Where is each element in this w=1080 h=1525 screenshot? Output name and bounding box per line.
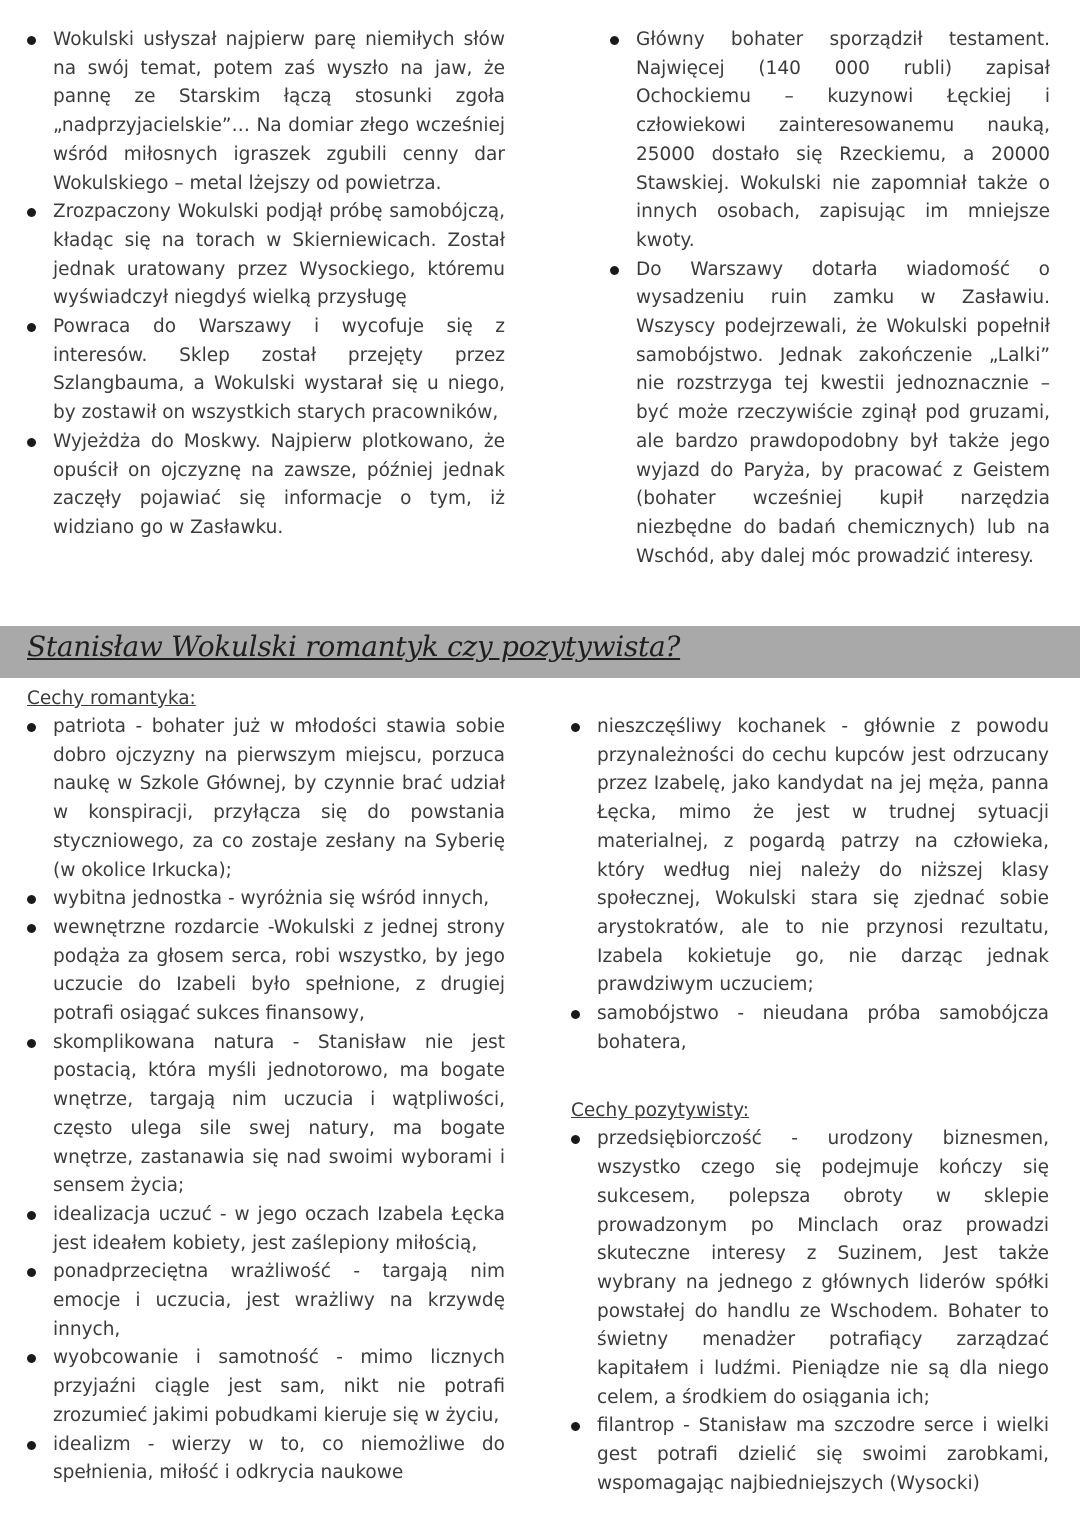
list-item: skomplikowana natura - Stanisław nie jest postacią, która myśli jednotorowo, ma bogate wnętrze, targają nim uczucia i wątpliwości, często ulega sile swej natury, ma bogate wnętrze, zastanawia się nad swoimi wyborami i sensem życia; [27,1029,505,1201]
section-banner [0,626,1080,678]
list-item: idealizacja uczuć - w jego oczach Izabela Łęcka jest ideałem kobiety, jest zaślepiony miłością, [27,1201,505,1258]
plot-list-right [610,26,1050,571]
list-item: samobójstwo - nieudana próba samobójcza bohatera, [571,1000,1049,1057]
positivist-list [571,1125,1049,1498]
list-item: idealizm - wierzy w to, co niemożliwe do spełnienia, miłość i odkrycia naukowe [27,1431,505,1488]
romantic-column-left [27,685,505,1488]
list-item: Do Warszawy dotarła wiadomość o wysadzeniu ruin zamku w Zasławiu. Wszyscy podejrzewali, że Wokulski popełnił samobójstwo. Jednak zakończenie „Lalki” nie rozstrzyga tej kwestii jednoznacznie – być może rzeczywiście zginął pod gruzami, ale bardzo prawdopodobny był także jego wyjazd do Paryża, by pracować z Geistem (bohater wcześniej kupił narzędzia niezbędne do badań chemicznych) lub na Wschód, aby dalej móc prowadzić interesy. [610,256,1050,572]
list-item: wewnętrzne rozdarcie -Wokulski z jednej strony podąża za głosem serca, robi wszystko, by jego uczucie do Izabeli było spełnione, z drugiej potrafi osiągać sukces finansowy, [27,914,505,1029]
positivist-heading: Cechy pozytywisty: [571,1100,749,1122]
plot-column-right [610,26,1050,571]
list-item: Wyjeżdża do Moskwy. Najpierw plotkowano, że opuścił on ojczyznę na zawsze, później jednak zaczęły pojawiać się informacje o tym, iż widziano go w Zasławku. [27,428,505,543]
romantic-list-right [571,713,1049,1057]
list-item: Zrozpaczony Wokulski podjął próbę samobójczą, kładąc się na torach w Skierniewicach. Został jednak uratowany przez Wysockiego, któremu wyświadczył niegdyś wielką przysługę [27,198,505,313]
romantic-column-right [571,713,1049,1499]
plot-column-left [27,26,505,543]
list-item: nieszczęśliwy kochanek - głównie z powodu przynależności do cechu kupców jest odrzucany przez Izabelę, jako kandydat na jej męża, panna Łęcka, mimo że jest w trudnej sytuacji materialnej, z pogardą patrzy na człowieka, który według niej należy do niższej klasy społecznej, Wokulski stara się zjednać sobie arystokratów, ale to nie przynosi rezultatu, Izabela kokietuje go, nie darząc jednak prawdziwym uczuciem; [571,713,1049,1000]
list-item: wybitna jednostka - wyróżnia się wśród innych, [27,885,505,914]
romantic-heading: Cechy romantyka: [27,688,196,709]
romantic-list-left [27,713,505,1488]
list-item: przedsiębiorczość - urodzony biznesmen, wszystko czego się podejmuje kończy się sukcesem, polepsza obroty w sklepie prowadzonym po Minclach oraz prowadzi skuteczne interesy z Suzinem, Jest także wybrany na jednego z głównych liderów spółki powstałej do handlu ze Wschodem. Bohater to świetny menadżer potrafiący zarządzać kapitałem i ludźmi. Pieniądze nie są dla niego celem, a środkiem do osiągania ich; [571,1125,1049,1412]
plot-list-left [27,26,505,543]
list-item: Główny bohater sporządził testament. Najwięcej (140 000 rubli) zapisał Ochockiemu – kuzynowi Łęckiej i człowiekowi zainteresowanemu nauką, 25000 dostało się Rzeckiemu, a 20000 Stawskiej. Wokulski nie zapomniał także o innych osobach, zapisując im mniejsze kwoty. [610,26,1050,256]
list-item: filantrop - Stanisław ma szczodre serce i wielki gest potrafi dzielić się swoimi zarobkami, wspomagając najbiedniejszych (Wysocki) [571,1412,1049,1498]
list-item: ponadprzeciętna wrażliwość - targają nim emocje i uczucia, jest wrażliwy na krzywdę innych, [27,1258,505,1344]
section-title: Stanisław Wokulski romantyk czy pozytywista? [27,630,681,663]
list-item: wyobcowanie i samotność - mimo licznych przyjaźni ciągle jest sam, nikt nie potrafi zrozumieć jakimi pobudkami kieruje się w życiu, [27,1344,505,1430]
list-item: Wokulski usłyszał najpierw parę niemiłych słów na swój temat, potem zaś wyszło na jaw, że pannę ze Starskim łączą stosunki zgoła „nadprzyjacielskie”… Na domiar złego wcześniej wśród miłosnych igraszek zgubili cenny dar Wokulskiego – metal lżejszy od powietrza. [27,26,505,198]
list-item: patriota - bohater już w młodości stawia sobie dobro ojczyzny na pierwszym miejscu, porzuca naukę w Szkole Głównej, by czynnie brać udział w konspiracji, przyłącza się do powstania styczniowego, za co zostaje zesłany na Syberię (w okolice Irkucka); [27,713,505,885]
list-item: Powraca do Warszawy i wycofuje się z interesów. Sklep został przejęty przez Szlangbauma, a Wokulski wystarał się u niego, by zostawił on wszystkich starych pracowników, [27,313,505,428]
